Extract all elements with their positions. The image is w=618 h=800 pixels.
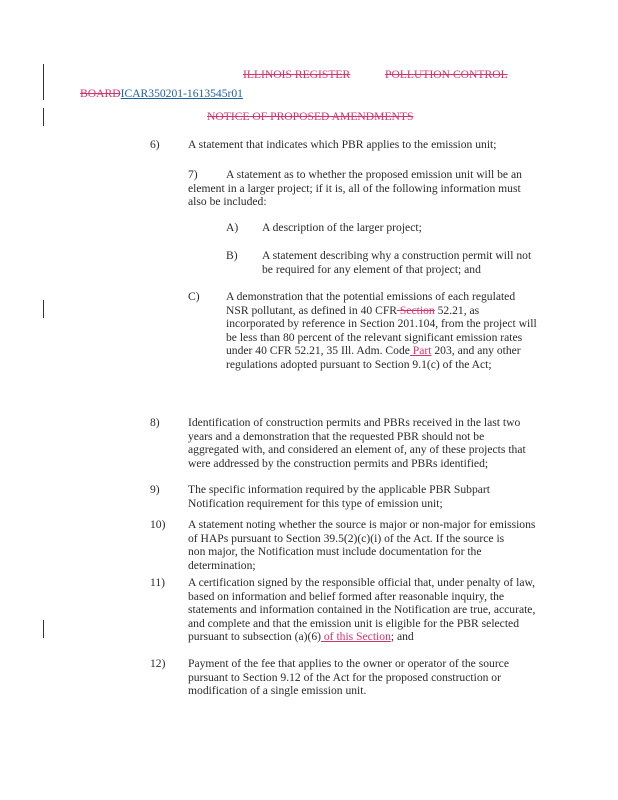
- text-segment: of HAPs pursuant to Section 39.5(2)(c)(i) of the Act. If the source is: [188, 531, 505, 545]
- item-text-line: [188, 545, 482, 558]
- text-segment: pursuant to subsection (a)(6): [188, 630, 321, 644]
- text-segment: and complete and that the emission unit is eligible for the PBR selected: [188, 616, 519, 630]
- text-segment: aggregated with, and considered an element of, any of these projects that: [188, 443, 526, 457]
- item-label: C): [188, 290, 200, 303]
- text-segment: Payment of the fee that applies to the owner or operator of the source: [188, 657, 509, 670]
- doc-id-link[interactable]: ICAR350201-1613545r01: [120, 87, 243, 100]
- item-label: A): [226, 221, 239, 234]
- item-text-line: [262, 249, 531, 262]
- item-text-line: [188, 603, 535, 616]
- register-title: ILLINOIS REGISTER: [243, 68, 351, 81]
- item-text-line: [188, 497, 443, 510]
- item-text-line: [188, 457, 488, 470]
- text-segment: element in a larger project; if it is, all of the following information must: [188, 181, 521, 195]
- item-text-line: [226, 168, 522, 181]
- text-segment: A demonstration that the potential emissions of each regulated: [226, 290, 516, 303]
- item-label: 9): [150, 483, 160, 496]
- item-text-line: [226, 331, 522, 344]
- item-label: 6): [150, 138, 160, 151]
- text-segment: statements and information contained in the Notification are true, accurate,: [188, 603, 536, 617]
- text-segment: 52.21, as: [434, 303, 480, 317]
- text-segment: A certification signed by the responsible official that, under penalty of law,: [188, 576, 536, 589]
- item-text-line: [188, 518, 535, 531]
- item-text-line: [188, 576, 535, 589]
- item-text-line: [226, 290, 515, 303]
- text-segment: ; and: [390, 630, 414, 644]
- text-segment: be less than 80 percent of the relevant significant emission rates: [226, 330, 523, 344]
- text-segment: A statement that indicates which PBR applies to the emission unit;: [188, 138, 497, 151]
- item-text-line: [188, 617, 519, 630]
- text-segment: A statement as to whether the proposed emission unit will be an: [226, 168, 522, 181]
- item-text-line: [188, 684, 366, 697]
- text-segment: NSR pollutant, as defined in 40 CFR: [226, 303, 398, 317]
- item-label: 7): [188, 168, 198, 181]
- text-segment: Notification requirement for this type of emission unit;: [188, 496, 443, 510]
- board-title: POLLUTION CONTROL: [385, 68, 508, 81]
- text-segment: regulations adopted pursuant to Section 9.1(c) of the Act;: [226, 358, 492, 371]
- item-text-line: [262, 263, 481, 276]
- text-segment: Identification of construction permits and PBRs received in the last two: [188, 416, 521, 429]
- text-segment: A statement noting whether the source is major or non-major for emissions: [188, 518, 536, 531]
- item-text-line: [188, 532, 504, 545]
- text-segment: non major, the Notification must include documentation for the: [188, 545, 482, 559]
- change-bar: [43, 620, 44, 638]
- item-text-line: [226, 358, 492, 371]
- text-segment: determination;: [188, 558, 256, 572]
- item-text-line: [262, 221, 422, 234]
- item-text-line: [188, 630, 414, 643]
- change-bar: [43, 300, 44, 318]
- board-word: BOARD: [80, 87, 121, 100]
- item-text-line: [188, 195, 267, 208]
- text-segment: 203, and any other: [431, 344, 521, 358]
- text-segment: years and a demonstration that the requested PBR should not be: [188, 429, 485, 443]
- notice-heading: NOTICE OF PROPOSED AMENDMENTS: [207, 110, 414, 123]
- item-text-line: [226, 317, 537, 330]
- change-bar: [43, 64, 44, 100]
- change-bar: [43, 108, 44, 126]
- item-text-line: [188, 657, 509, 670]
- text-segment: based on information and belief formed after reasonable inquiry, the: [188, 589, 505, 603]
- text-segment: pursuant to Section 9.12 of the Act for the proposed construction or: [188, 670, 501, 684]
- board-title-line2: [80, 87, 243, 100]
- item-text-line: [188, 182, 521, 195]
- item-text-line: [188, 416, 520, 429]
- text-segment: under 40 CFR 52.21, 35 Ill. Adm. Code: [226, 344, 410, 358]
- text-segment: be required for any element of that project; and: [262, 262, 481, 276]
- text-segment: modification of a single emission unit.: [188, 684, 367, 698]
- item-label: 10): [150, 518, 166, 531]
- text-segment: were addressed by the construction permits and PBRs identified;: [188, 456, 489, 470]
- inserted-text: Part: [409, 344, 432, 358]
- item-label: 12): [150, 657, 166, 670]
- text-segment: The specific information required by the applicable PBR Subpart: [188, 483, 490, 496]
- inserted-text: of this Section: [320, 630, 391, 644]
- item-text-line: [188, 138, 497, 151]
- item-text-line: [188, 430, 484, 443]
- item-label: B): [226, 249, 238, 262]
- item-text-line: [226, 304, 479, 317]
- item-text-line: [188, 443, 526, 456]
- item-text-line: [188, 671, 501, 684]
- item-label: 8): [150, 416, 160, 429]
- text-segment: also be included:: [188, 195, 267, 209]
- text-segment: incorporated by reference in Section 201.104, from the project will: [226, 317, 537, 331]
- text-segment: A statement describing why a construction permit will not: [262, 249, 532, 262]
- item-text-line: [188, 483, 490, 496]
- item-label: 11): [150, 576, 166, 589]
- item-text-line: [188, 590, 504, 603]
- item-text-line: [188, 559, 256, 572]
- deleted-text: Section: [397, 303, 435, 317]
- item-text-line: [226, 344, 521, 357]
- text-segment: A description of the larger project;: [262, 221, 422, 234]
